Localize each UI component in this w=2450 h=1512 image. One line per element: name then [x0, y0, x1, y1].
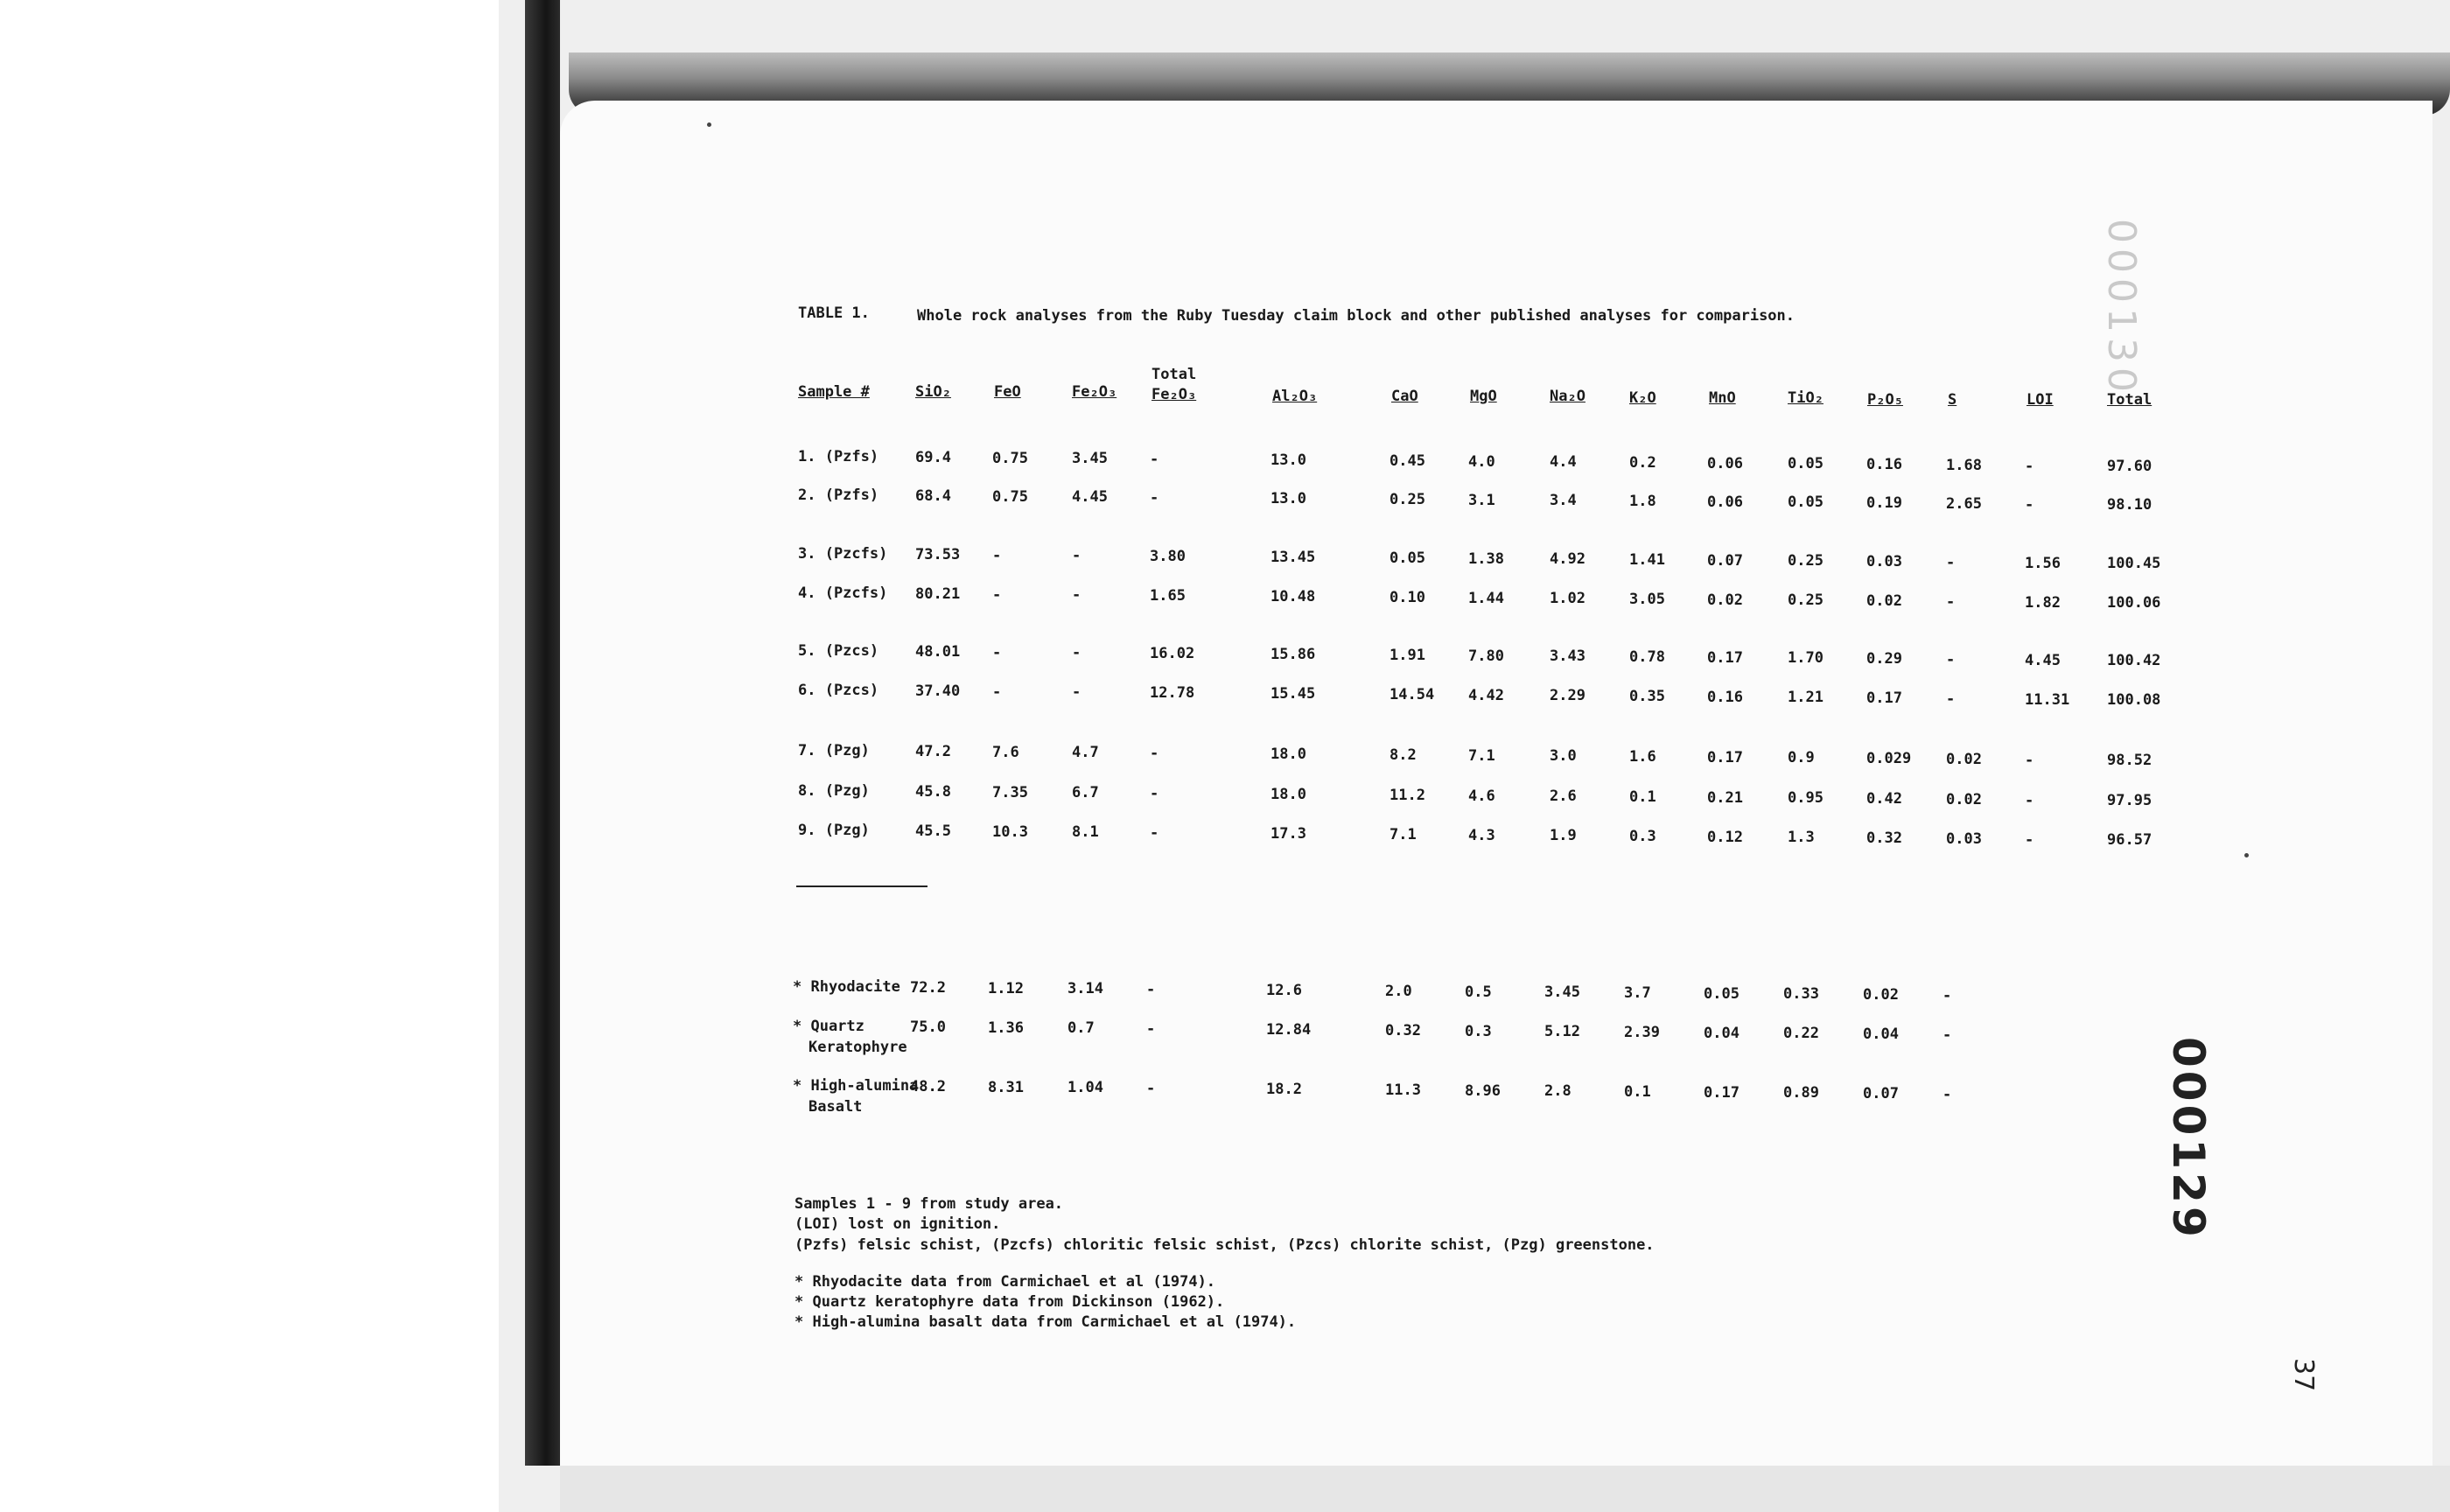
cell-tfe: -	[1150, 745, 1159, 762]
cell-k2o: 0.1	[1629, 788, 1656, 806]
cell-na2o: 5.12	[1544, 1023, 1580, 1040]
cell-cao: 0.05	[1390, 550, 1425, 567]
cell-tfe: -	[1150, 824, 1159, 842]
cell-loi: 1.82	[2025, 594, 2061, 612]
cell-p2o5: 0.07	[1863, 1085, 1899, 1102]
sample-id: 8. (Pzg)	[798, 782, 870, 800]
table-title: Whole rock analyses from the Ruby Tuesday claim block and other published analyses for comparison.	[917, 307, 1796, 325]
header-p2o5: P₂O₅	[1867, 391, 1903, 409]
cell-sio2: 69.4	[915, 449, 951, 466]
cell-sio2: 47.2	[915, 743, 951, 760]
cell-mgo: 0.3	[1465, 1023, 1492, 1040]
cell-p2o5: 0.16	[1866, 456, 1902, 473]
header-total: Total	[2107, 391, 2152, 409]
cell-cao: 7.1	[1390, 826, 1417, 844]
cell-al2o3: 15.86	[1270, 646, 1316, 663]
cell-mno: 0.16	[1707, 689, 1743, 706]
cell-mno: 0.07	[1707, 552, 1743, 570]
cell-loi: 4.45	[2025, 652, 2061, 669]
cell-loi: -	[2025, 458, 2034, 475]
cell-k2o: 0.35	[1629, 688, 1665, 705]
cell-na2o: 4.92	[1550, 550, 1586, 568]
cell-fe2o3: -	[1072, 683, 1082, 701]
cell-feo: -	[992, 586, 1002, 604]
cell-mgo: 1.38	[1468, 550, 1504, 568]
cell-na2o: 1.9	[1550, 827, 1577, 844]
cell-cao: 0.25	[1390, 491, 1425, 508]
cell-tfe: 16.02	[1150, 645, 1195, 662]
cell-s: 0.02	[1946, 751, 1982, 768]
cell-tio2: 0.95	[1788, 789, 1824, 807]
cell-feo: -	[992, 644, 1002, 662]
cell-total: 98.52	[2107, 752, 2152, 769]
sample-id: 4. (Pzcfs)	[798, 584, 888, 602]
cell-p2o5: 0.03	[1866, 553, 1902, 570]
cell-loi: -	[2025, 792, 2034, 809]
cell-loi: -	[2025, 496, 2034, 514]
cell-sio2: 37.40	[915, 682, 961, 700]
cell-mno: 0.06	[1707, 494, 1743, 511]
cell-feo: 0.75	[992, 488, 1028, 506]
cell-fe2o3: 4.7	[1072, 744, 1099, 761]
cell-na2o: 3.4	[1550, 492, 1577, 509]
cell-tfe: -	[1150, 451, 1159, 468]
cell-mgo: 4.6	[1468, 788, 1495, 805]
cell-tio2: 0.05	[1788, 494, 1824, 511]
scan-bottom-edge	[560, 1466, 2450, 1512]
cell-tio2: 0.25	[1788, 552, 1824, 570]
document-number-stamp: 000129	[2163, 1037, 2214, 1241]
note-samples: Samples 1 - 9 from study area.	[794, 1195, 1064, 1213]
cell-feo: 8.31	[988, 1079, 1024, 1096]
cell-na2o: 3.43	[1550, 648, 1586, 665]
cell-total: 100.06	[2107, 594, 2161, 612]
cell-cao: 0.10	[1390, 589, 1425, 606]
cell-tfe: -	[1150, 785, 1159, 802]
cell-feo: 7.6	[992, 744, 1019, 761]
note-keratophyre-source: * Quartz keratophyre data from Dickinson (1962).	[794, 1293, 1225, 1311]
header-k2o: K₂O	[1629, 389, 1656, 407]
cell-mno: 0.17	[1707, 649, 1743, 667]
cell-al2o3: 17.3	[1270, 825, 1306, 843]
cell-al2o3: 13.0	[1270, 490, 1306, 508]
cell-mno: 0.04	[1704, 1025, 1740, 1042]
cell-al2o3: 12.6	[1266, 982, 1302, 999]
cell-s: -	[1942, 1026, 1952, 1044]
cell-sio2: 45.8	[915, 783, 951, 801]
cell-al2o3: 12.84	[1266, 1021, 1312, 1039]
cell-mno: 0.17	[1704, 1084, 1740, 1102]
cell-fe2o3: -	[1072, 586, 1082, 604]
cell-total: 97.60	[2107, 458, 2152, 475]
cell-tfe: 1.65	[1150, 587, 1186, 605]
table-label: TABLE 1.	[798, 304, 870, 322]
cell-tio2: 1.70	[1788, 649, 1824, 667]
cell-mno: 0.02	[1707, 592, 1743, 609]
cell-s: -	[1942, 987, 1952, 1004]
header-total-fe2o3-top: Total	[1152, 366, 1197, 383]
header-tio2: TiO₂	[1788, 389, 1824, 407]
cell-feo: 1.36	[988, 1019, 1024, 1037]
cell-tfe: -	[1146, 1080, 1156, 1097]
cell-loi: -	[2025, 831, 2034, 849]
cell-feo: 7.35	[992, 784, 1028, 802]
cell-sio2: 48.2	[910, 1078, 946, 1096]
cell-mgo: 7.1	[1468, 747, 1495, 765]
cell-cao: 0.45	[1390, 452, 1425, 470]
cell-s: -	[1946, 651, 1956, 668]
cell-mgo: 4.0	[1468, 453, 1495, 471]
cell-s: 2.65	[1946, 495, 1982, 513]
cell-p2o5: 0.32	[1866, 830, 1902, 847]
cell-total: 100.08	[2107, 691, 2161, 709]
cell-total: 98.10	[2107, 496, 2152, 514]
cell-sio2: 48.01	[915, 643, 961, 661]
cell-cao: 1.91	[1390, 647, 1425, 664]
cell-p2o5: 0.17	[1866, 690, 1902, 707]
header-total-fe2o3: Fe₂O₃	[1152, 386, 1197, 403]
cell-fe2o3: -	[1072, 547, 1082, 564]
header-mgo: MgO	[1470, 388, 1497, 405]
cell-s: 1.68	[1946, 457, 1982, 474]
cell-fe2o3: 3.14	[1068, 980, 1103, 998]
cell-tio2: 0.25	[1788, 592, 1824, 609]
cell-tfe: 3.80	[1150, 548, 1186, 565]
cell-sio2: 75.0	[910, 1018, 946, 1036]
sample-id: 9. (Pzg)	[798, 822, 870, 839]
cell-mgo: 7.80	[1468, 648, 1504, 665]
header-al2o3: Al₂O₃	[1272, 388, 1318, 405]
cell-na2o: 3.0	[1550, 747, 1577, 765]
cell-total: 100.42	[2107, 652, 2161, 669]
cell-p2o5: 0.02	[1866, 592, 1902, 610]
header-cao: CaO	[1391, 388, 1418, 405]
cell-cao: 2.0	[1385, 983, 1412, 1000]
rock-type: * Quartz	[793, 1018, 864, 1035]
cell-fe2o3: 8.1	[1072, 823, 1099, 841]
cell-s: -	[1946, 593, 1956, 611]
cell-fe2o3: -	[1072, 644, 1082, 662]
sample-id: 7. (Pzg)	[798, 742, 870, 760]
sample-id: 3. (Pzcfs)	[798, 545, 888, 563]
cell-sio2: 68.4	[915, 487, 951, 505]
rock-type: * High-alumina	[793, 1077, 919, 1095]
cell-sio2: 72.2	[910, 979, 946, 997]
cell-fe2o3: 4.45	[1072, 488, 1108, 506]
cell-k2o: 2.39	[1624, 1024, 1660, 1041]
cell-mno: 0.05	[1704, 985, 1740, 1003]
cell-tio2: 1.21	[1788, 689, 1824, 706]
cell-al2o3: 13.0	[1270, 452, 1306, 469]
cell-cao: 8.2	[1390, 746, 1417, 764]
cell-feo: 10.3	[992, 823, 1028, 841]
cell-feo: 1.12	[988, 980, 1024, 998]
cell-tfe: -	[1150, 489, 1159, 507]
cell-mgo: 8.96	[1465, 1082, 1501, 1100]
cell-cao: 0.32	[1385, 1022, 1421, 1040]
cell-tfe: 12.78	[1150, 684, 1195, 702]
cell-feo: -	[992, 547, 1002, 564]
header-sample: Sample #	[798, 383, 870, 401]
note-lithology: (Pzfs) felsic schist, (Pzcfs) chloritic felsic schist, (Pzcs) chlorite schist, (Pzg) greenstone.	[794, 1236, 1655, 1254]
cell-s: -	[1946, 554, 1956, 571]
separator-rule	[796, 886, 928, 887]
cell-na2o: 2.6	[1550, 788, 1577, 805]
scan-speck	[2244, 853, 2249, 858]
cell-tio2: 0.33	[1783, 985, 1819, 1003]
cell-k2o: 1.41	[1629, 551, 1665, 569]
cell-sio2: 73.53	[915, 546, 961, 564]
cell-p2o5: 0.029	[1866, 750, 1912, 767]
cell-total: 96.57	[2107, 831, 2152, 849]
cell-mgo: 4.42	[1468, 687, 1504, 704]
cell-na2o: 1.02	[1550, 590, 1586, 607]
cell-k2o: 0.78	[1629, 648, 1665, 666]
cell-na2o: 3.45	[1544, 984, 1580, 1001]
cell-p2o5: 0.29	[1866, 650, 1902, 668]
scan-speck	[707, 122, 711, 127]
note-basalt-source: * High-alumina basalt data from Carmichael et al (1974).	[794, 1313, 1297, 1331]
cell-p2o5: 0.04	[1863, 1026, 1899, 1043]
sample-id: 1. (Pzfs)	[798, 448, 879, 466]
rock-type-continued: Basalt	[808, 1098, 863, 1116]
cell-fe2o3: 1.04	[1068, 1079, 1103, 1096]
cell-al2o3: 10.48	[1270, 588, 1316, 606]
header-loi: LOI	[2026, 391, 2054, 409]
cell-cao: 14.54	[1390, 686, 1435, 704]
cell-cao: 11.2	[1390, 787, 1425, 804]
cell-k2o: 3.05	[1629, 591, 1665, 608]
sample-id: 6. (Pzcs)	[798, 682, 879, 699]
faint-document-stamp: 000130	[2099, 219, 2144, 397]
cell-p2o5: 0.02	[1863, 986, 1899, 1004]
cell-sio2: 80.21	[915, 585, 961, 603]
cell-na2o: 4.4	[1550, 453, 1577, 471]
cell-mgo: 0.5	[1465, 984, 1492, 1001]
cell-mno: 0.21	[1707, 789, 1743, 807]
cell-al2o3: 13.45	[1270, 549, 1316, 566]
cell-p2o5: 0.42	[1866, 790, 1902, 808]
cell-al2o3: 15.45	[1270, 685, 1316, 703]
cell-na2o: 2.8	[1544, 1082, 1572, 1100]
cell-total: 97.95	[2107, 792, 2152, 809]
cell-al2o3: 18.0	[1270, 786, 1306, 803]
cell-k2o: 0.2	[1629, 454, 1656, 472]
cell-tio2: 0.22	[1783, 1025, 1819, 1042]
cell-tfe: -	[1146, 1020, 1156, 1038]
cell-sio2: 45.5	[915, 822, 951, 840]
cell-mno: 0.17	[1707, 749, 1743, 766]
header-mno: MnO	[1709, 389, 1736, 407]
cell-k2o: 3.7	[1624, 984, 1651, 1002]
cell-feo: 0.75	[992, 450, 1028, 467]
cell-loi: -	[2025, 752, 2034, 769]
cell-mgo: 4.3	[1468, 827, 1495, 844]
page-number: 37	[2288, 1358, 2319, 1392]
sample-id: 5. (Pzcs)	[798, 642, 879, 660]
cell-na2o: 2.29	[1550, 687, 1586, 704]
cell-k2o: 0.1	[1624, 1083, 1651, 1101]
cell-tfe: -	[1146, 981, 1156, 998]
cell-mgo: 1.44	[1468, 590, 1504, 607]
rock-type-continued: Keratophyre	[808, 1039, 907, 1056]
cell-mgo: 3.1	[1468, 492, 1495, 509]
cell-total: 100.45	[2107, 555, 2161, 572]
note-loi: (LOI) lost on ignition.	[794, 1215, 1001, 1233]
cell-k2o: 1.8	[1629, 493, 1656, 510]
cell-tio2: 0.05	[1788, 455, 1824, 472]
cell-mno: 0.06	[1707, 455, 1743, 472]
header-sio2: SiO₂	[915, 383, 951, 401]
cell-s: 0.03	[1946, 830, 1982, 848]
cell-tio2: 0.89	[1783, 1084, 1819, 1102]
cell-tio2: 1.3	[1788, 829, 1815, 846]
cell-fe2o3: 6.7	[1072, 784, 1099, 802]
note-rhyodacite-source: * Rhyodacite data from Carmichael et al (1974).	[794, 1273, 1216, 1291]
cell-fe2o3: 3.45	[1072, 450, 1108, 467]
cell-al2o3: 18.0	[1270, 746, 1306, 763]
sample-id: 2. (Pzfs)	[798, 486, 879, 504]
cell-k2o: 1.6	[1629, 748, 1656, 766]
cell-k2o: 0.3	[1629, 828, 1656, 845]
cell-s: 0.02	[1946, 791, 1982, 808]
cell-loi: 11.31	[2025, 691, 2070, 709]
rock-type: * Rhyodacite	[793, 978, 900, 996]
header-feo: FeO	[994, 383, 1021, 401]
cell-p2o5: 0.19	[1866, 494, 1902, 512]
header-na2o: Na₂O	[1550, 388, 1586, 405]
header-s: S	[1948, 391, 1957, 409]
header-fe2o3: Fe₂O₃	[1072, 383, 1117, 401]
cell-fe2o3: 0.7	[1068, 1019, 1095, 1037]
cell-al2o3: 18.2	[1266, 1081, 1302, 1098]
cell-tio2: 0.9	[1788, 749, 1815, 766]
binding-edge	[525, 0, 560, 1466]
cell-cao: 11.3	[1385, 1082, 1421, 1099]
cell-s: -	[1946, 690, 1956, 708]
cell-feo: -	[992, 683, 1002, 701]
cell-s: -	[1942, 1086, 1952, 1103]
cell-mno: 0.12	[1707, 829, 1743, 846]
cell-loi: 1.56	[2025, 555, 2061, 572]
